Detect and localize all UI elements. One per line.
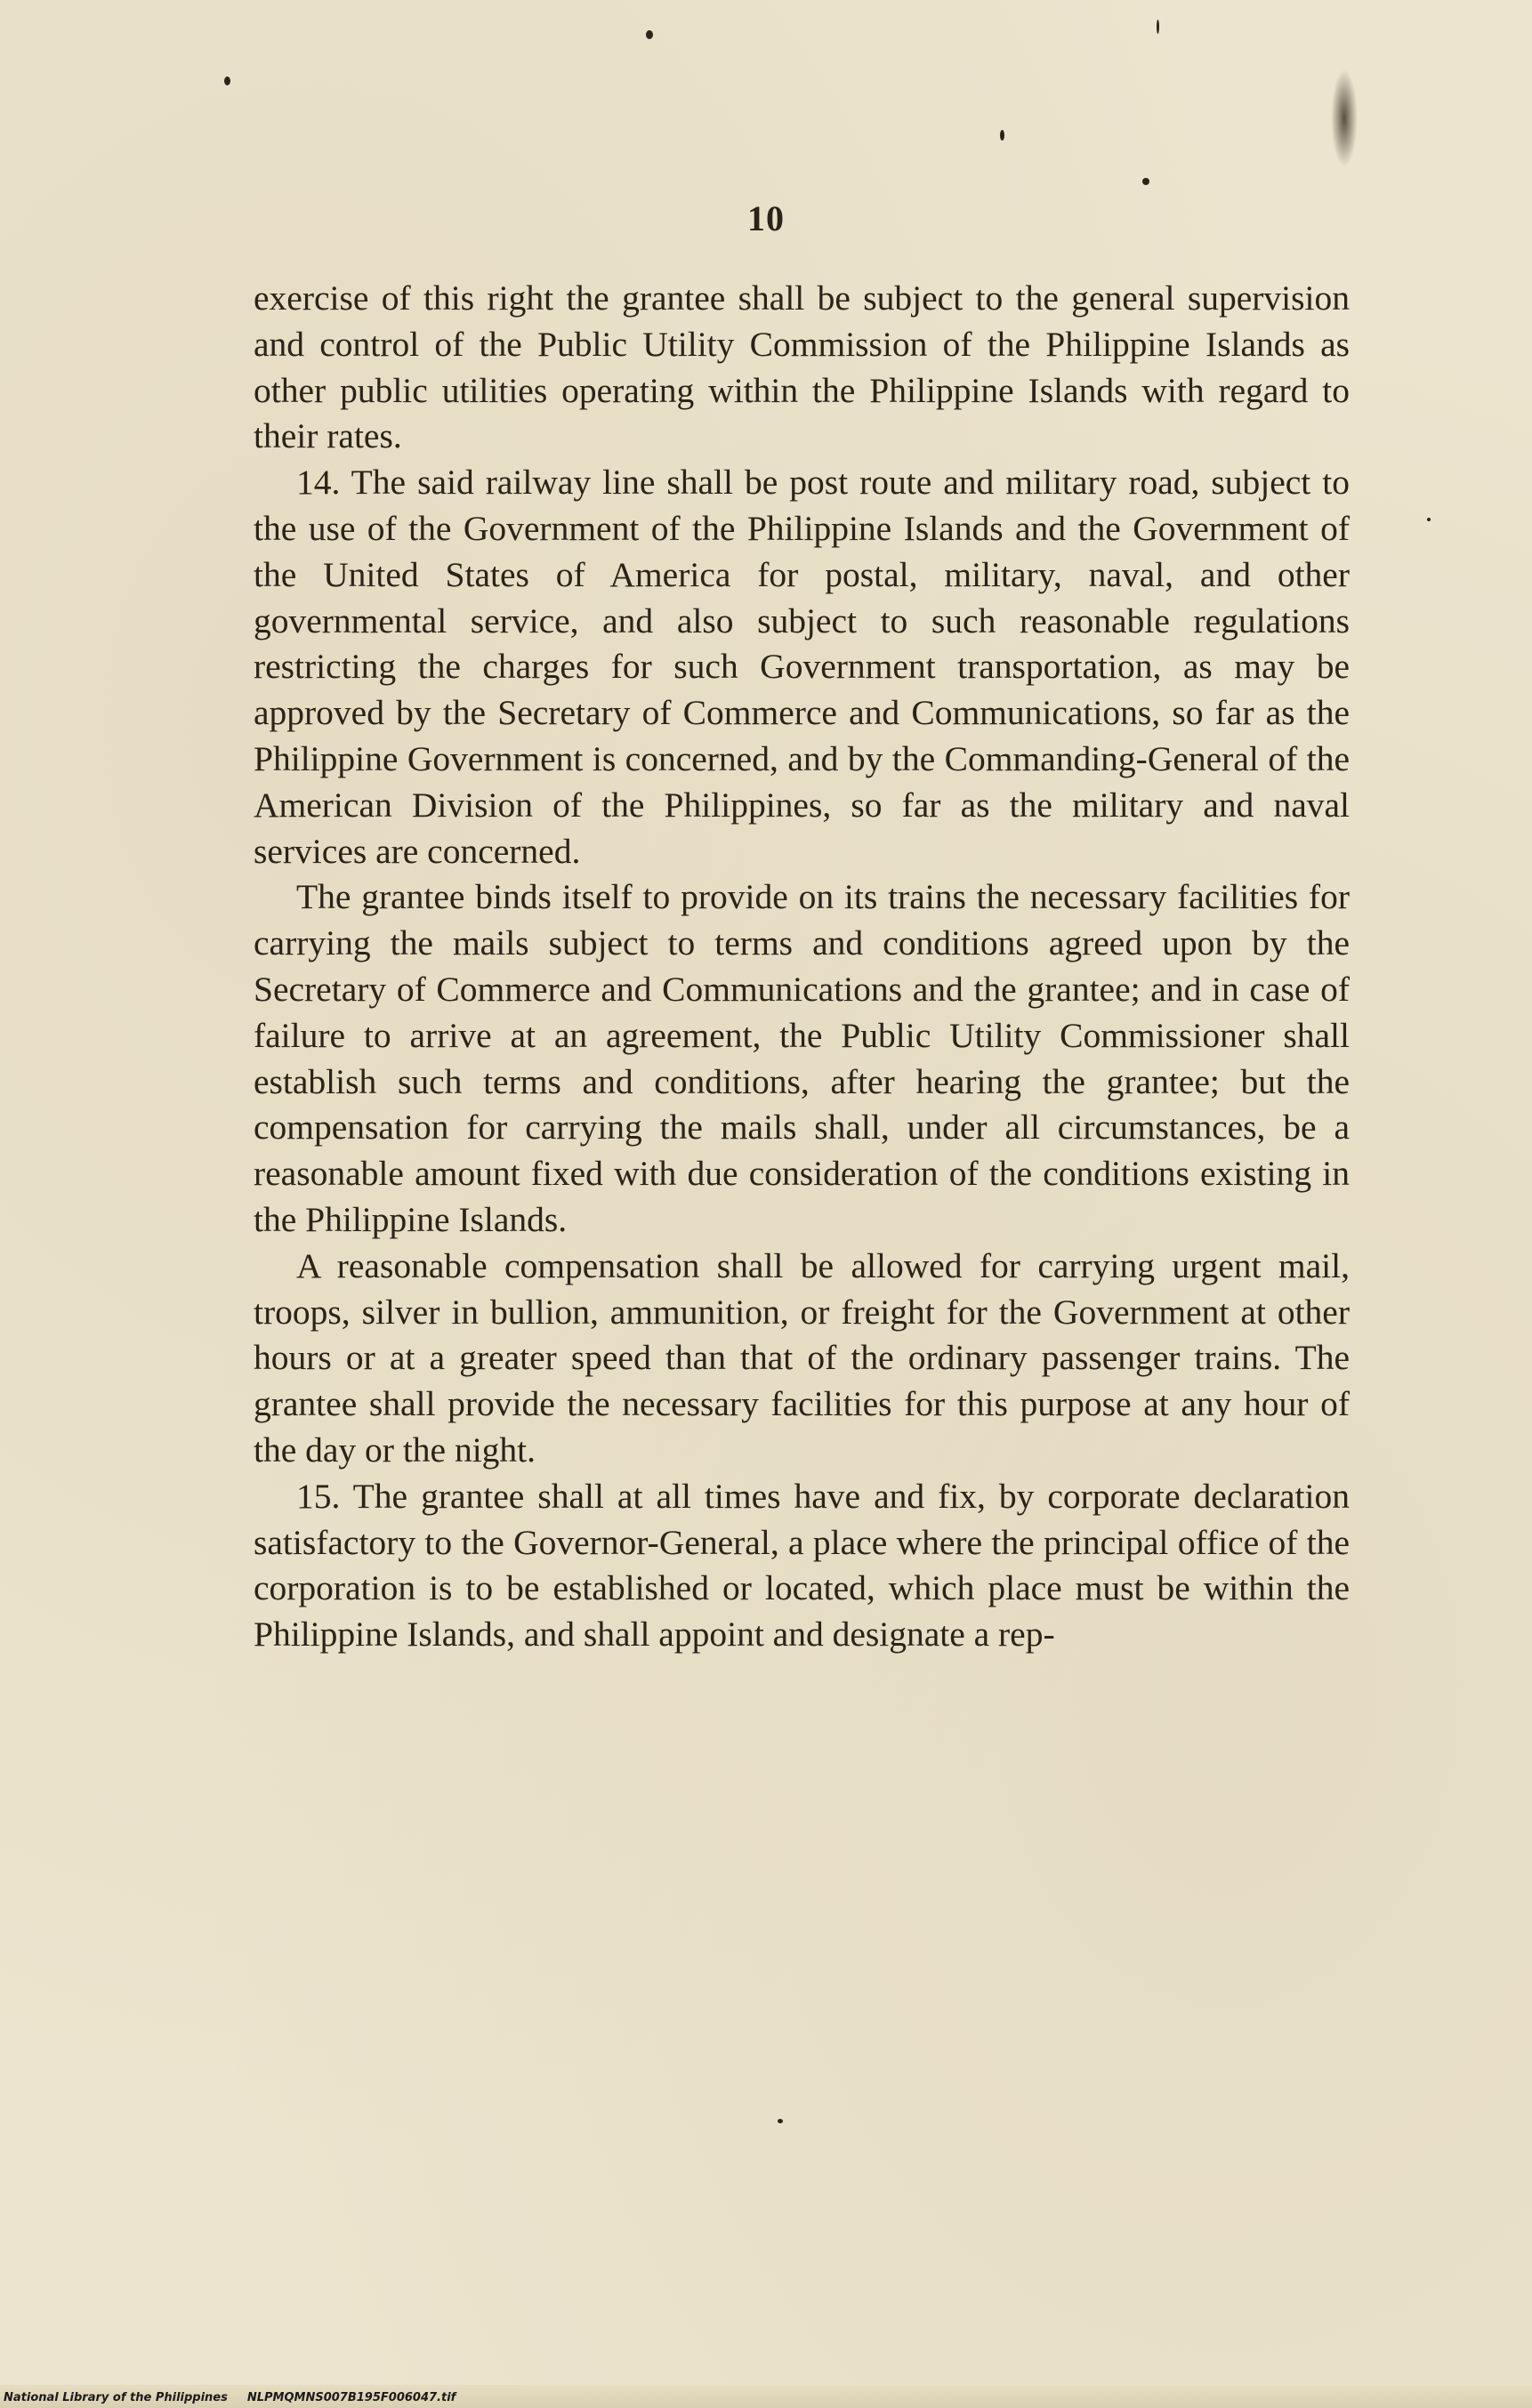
footer-library: National Library of the Philippines xyxy=(4,2391,228,2404)
speck xyxy=(224,77,230,85)
paragraph-compensation: A reasonable compensation shall be allowed for carrying urgent mail, troops, silver in bullion, ammunition, or freight for the Government at other hours or at a greater speed than that of the ordinary passenger trains. The grantee shall provide the necessary facilities for this purpose at any hour of the day or the night. xyxy=(254,1245,1350,1470)
speck xyxy=(1427,518,1431,521)
speck xyxy=(1142,178,1149,185)
page-number: 10 xyxy=(747,198,785,238)
scan-footer xyxy=(4,2391,456,2404)
ink-smudge xyxy=(1331,69,1358,167)
speck xyxy=(646,30,653,39)
paragraph-section-14: 14. The said railway line shall be post route and military road, subject to the use of the Government of the Philippine Islands and the Government of the United States of America for postal, military, naval, and other governmental service, and also subject to such reasonable regulations restricting the charges for such Government transportation, as may be approved by the Secretary of Commerce and Communications, so far as the Philippine Government is concerned, and by the Commanding-General of the American Division of the Philippines, so far as the military and naval services are concerned. xyxy=(254,463,1350,871)
speck xyxy=(1000,130,1004,141)
body-text xyxy=(254,276,1350,1658)
paragraph-section-15: 15. The grantee shall at all times have and fix, by corporate declaration satisfactory to the Governor-General, a place where the principal office of the corporation is to be established or located, which place must be within the Philippine Islands, and shall appoint and designate a rep- xyxy=(254,1476,1350,1655)
footer-file-id: NLPMQMNS007B195F006047.tif xyxy=(246,2391,456,2404)
paragraph-continuation: exercise of this right the grantee shall be subject to the general supervision and control of the Public Utility Commission of the Philippine Islands as other public utilities operating within the Philippine Islands with regard to their rates. xyxy=(254,278,1350,456)
speck xyxy=(1157,20,1159,34)
paragraph-mail-facilities: The grantee binds itself to provide on its trains the necessary facilities for carrying the mails subject to terms and conditions agreed upon by the Secretary of Commerce and Communications and the grantee; and in case of failure to arrive at an agreement, the Public Utility Commissioner shall establish such terms and conditions, after hearing the grantee; but the compensation for carrying the mails shall, under all circumstances, be a reasonable amount fixed with due consideration of the conditions existing in the Philippine Islands. xyxy=(254,877,1350,1239)
speck xyxy=(778,2119,783,2123)
